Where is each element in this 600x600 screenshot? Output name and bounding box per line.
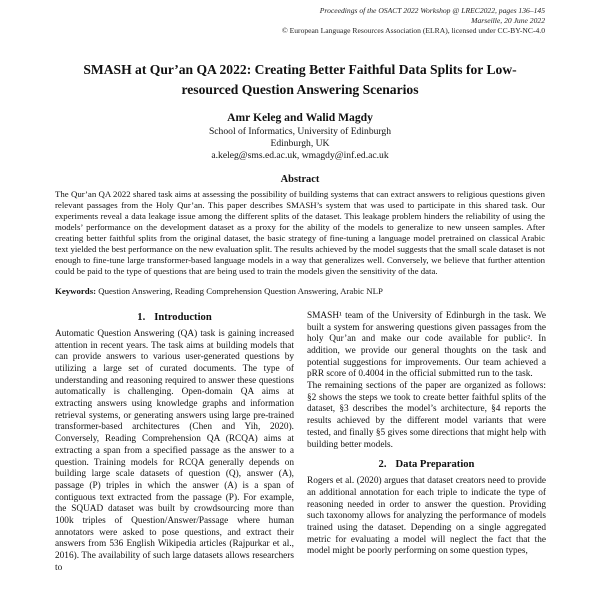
section-title: Data Preparation bbox=[395, 459, 475, 471]
keywords-line bbox=[55, 286, 545, 297]
two-column-body bbox=[55, 311, 545, 575]
section-title: Introduction bbox=[154, 311, 212, 323]
abstract-heading: Abstract bbox=[280, 173, 320, 185]
proceedings-line: Proceedings of the OSACT 2022 Workshop @ LREC2022, pages 136–145 bbox=[319, 6, 545, 15]
introduction-paragraph: Automatic Question Answering (QA) task is gaining increased attention in recent years. The task aims at building models that can provide answers to various user-generated questions by utilizing a large set of curated documents. The type of understanding and reasoning required to answer these questions automatically is challenging. Open-domain QA aims at extracting answers using knowledge graphs and information retrieval systems, or generating answers using large pre-trained transformer-based architectures (Chen and Yih, 2020). Conversely, Reading Comprehension QA (RCQA) aims at extracting a span from a specified passage as the answer to a question. Training models for RCQA generally depends on building large scale datasets of question (Q), answer (A), passage (P) triples in which the answer (A) is a span of contiguous text extracted from the passage (P). For example, the SQUAD dataset was built by crowdsourcing more than 100k triples of Question/Answer/Passage where human annotators were asked to pose questions, and extract their answers from 536 English Wikipedia articles (Rajpurkar et al., 2016). The availability of such large datasets allows researchers to bbox=[55, 328, 294, 573]
abstract-text: The Qur’an QA 2022 shared task aims at assessing the possibility of building systems that can extract answers to religious questions given relevant passages from the Holy Qur’an. This paper describes SMASH’s system that was used to participate in this shared task. Our experiments reveal a data leakage issue among the different splits of the dataset. This leakage problem hinders the reliability of using the models’ performance on the development dataset as a proxy for the ability of the models to generalize to new unseen samples. After creating better faithful splits from the original dataset, the basic strategy of fine-tuning a language model pretrained on classical Arabic text yielded the best performance on the new evaluation split. The results achieved by the model suggests that the small scale dataset is not enough to fine-tune large transformer-based language models in a way that generalizes well. Conversely, we believe that further attention could be paid to the type of questions that are being used to train the models given the sensitivity of the data. bbox=[55, 188, 545, 276]
left-column bbox=[55, 311, 294, 575]
affiliation-institution: School of Informatics, University of Edinburgh bbox=[208, 126, 392, 138]
affiliation-city: Edinburgh, UK bbox=[270, 138, 330, 150]
paper-outline-paragraph: The remaining sections of the paper are organized as follows: §2 shows the steps we took to create better faithful splits of the dataset, §3 describes the model’s architecture, §4 reports the results achieved by the different model variants that were tested, and finally §5 gives some directions that might help with building better models. bbox=[307, 381, 546, 450]
right-column bbox=[307, 311, 546, 575]
system-overview-paragraph: SMASH¹ team of the University of Edinburgh in the task. We built a system for answering questions given passages from the holy Qur’an and make our code available for public². In addition, we provide our general thoughts on the task and potential suggestions for improvements. Our team achieved a pRR score of 0.4004 in the official submitted run to the task. bbox=[307, 310, 546, 380]
author-emails: a.keleg@sms.ed.ac.uk, wmagdy@inf.ed.ac.uk bbox=[211, 150, 389, 161]
section-number: 1. bbox=[137, 311, 146, 323]
proceedings-header bbox=[55, 6, 545, 36]
paper-title: SMASH at Qur’an QA 2022: Creating Better Faithful Data Splits for Low-resourced Question Answering Scenarios bbox=[83, 62, 517, 97]
section-heading-introduction bbox=[55, 311, 294, 324]
section-heading-data-preparation bbox=[307, 458, 546, 471]
keywords-label: Keywords: bbox=[55, 285, 97, 296]
authors-line: Amr Keleg and Walid Magdy bbox=[227, 111, 373, 125]
copyright-line: © European Language Resources Association (ELRA), licensed under CC-BY-NC-4.0 bbox=[281, 26, 545, 35]
keywords-text: Question Answering, Reading Comprehension Question Answering, Arabic NLP bbox=[96, 285, 383, 296]
venue-date-line: Marseille, 20 June 2022 bbox=[471, 16, 545, 25]
section-number: 2. bbox=[378, 459, 387, 471]
data-preparation-paragraph: Rogers et al. (2020) argues that dataset creators need to provide an additional annotation for each triple to indicate the type of reasoning needed in order to answer the question. Providing such taxonomy allows for analyzing the performance of models trained using the dataset. Depending on a single aggregated metric for evaluating a model will neglect the fact that the model might be poorly performing on some question types, bbox=[307, 476, 546, 557]
affiliation-block bbox=[55, 126, 545, 161]
